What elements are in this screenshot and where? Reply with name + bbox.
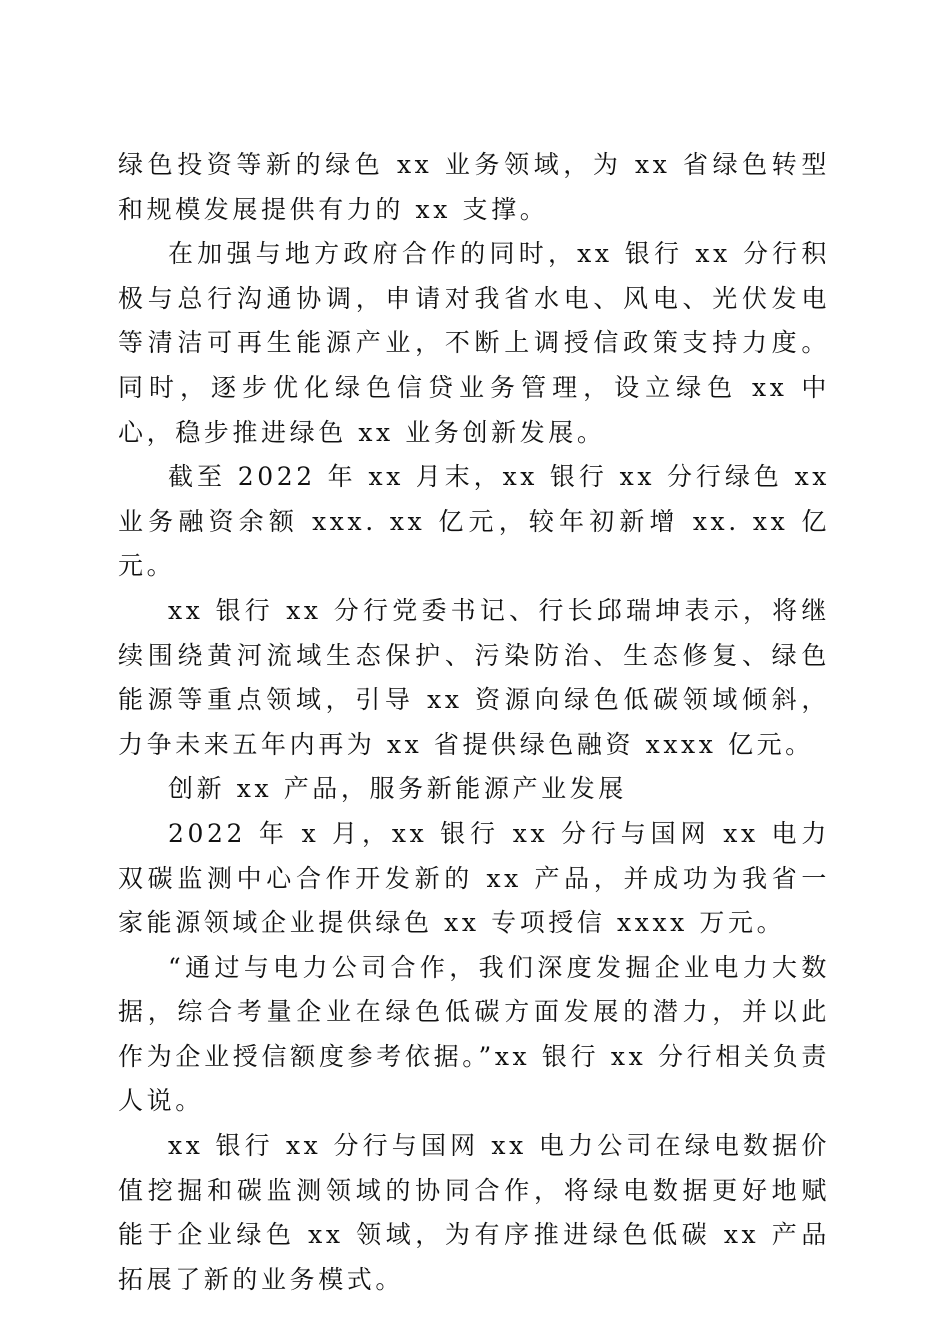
paragraph-1: 绿色投资等新的绿色 xx 业务领域，为 xx 省绿色转型和规模发展提供有力的 xx 支撑。: [118, 150, 830, 224]
paragraph-5: 2022 年 x 月，xx 银行 xx 分行与国网 xx 电力双碳监测中心合作开发新的 xx 产品，并成功为我省一家能源领域企业提供绿色 xx 专项授信 xxxx 万元。: [118, 818, 830, 938]
paragraph-6: xx 银行 xx 分行与国网 xx 电力公司在绿电数据价值挖掘和碳监测领域的协同合作，将绿电数据更好地赋能于企业绿色 xx 领域，为有序推进绿色低碳 xx 产品拓展了新的业务模式。: [118, 1131, 830, 1294]
paragraph-3: 截至 2022 年 xx 月末，xx 银行 xx 分行绿色 xx 业务融资余额 xxx. xx 亿元，较年初新增 xx. xx 亿元。: [118, 462, 830, 581]
document-page: [118, 143, 830, 1302]
paragraph-2: 在加强与地方政府合作的同时，xx 银行 xx 分行积极与总行沟通协调，申请对我省水电、风电、光伏发电等清洁可再生能源产业，不断上调授信政策支持力度。同时，逐步优化绿色信贷业务管理，设立绿色 xx 中心，稳步推进绿色 xx 业务创新发展。: [118, 239, 830, 447]
paragraph-4: xx 银行 xx 分行党委书记、行长邱瑞坤表示，将继续围绕黄河流域生态保护、污染防治、生态修复、绿色能源等重点领域，引导 xx 资源向绿色低碳领域倾斜，力争未来五年内再为 xx 省提供绿色融资 xxxx 亿元。: [118, 595, 830, 759]
paragraph-quote: “通过与电力公司合作，我们深度发掘企业电力大数据，综合考量企业在绿色低碳方面发展的潜力，并以此作为企业授信额度参考依据。”xx 银行 xx 分行相关负责人说。: [118, 952, 830, 1116]
section-heading: 创新 xx 产品，服务新能源产业发展: [168, 774, 627, 804]
